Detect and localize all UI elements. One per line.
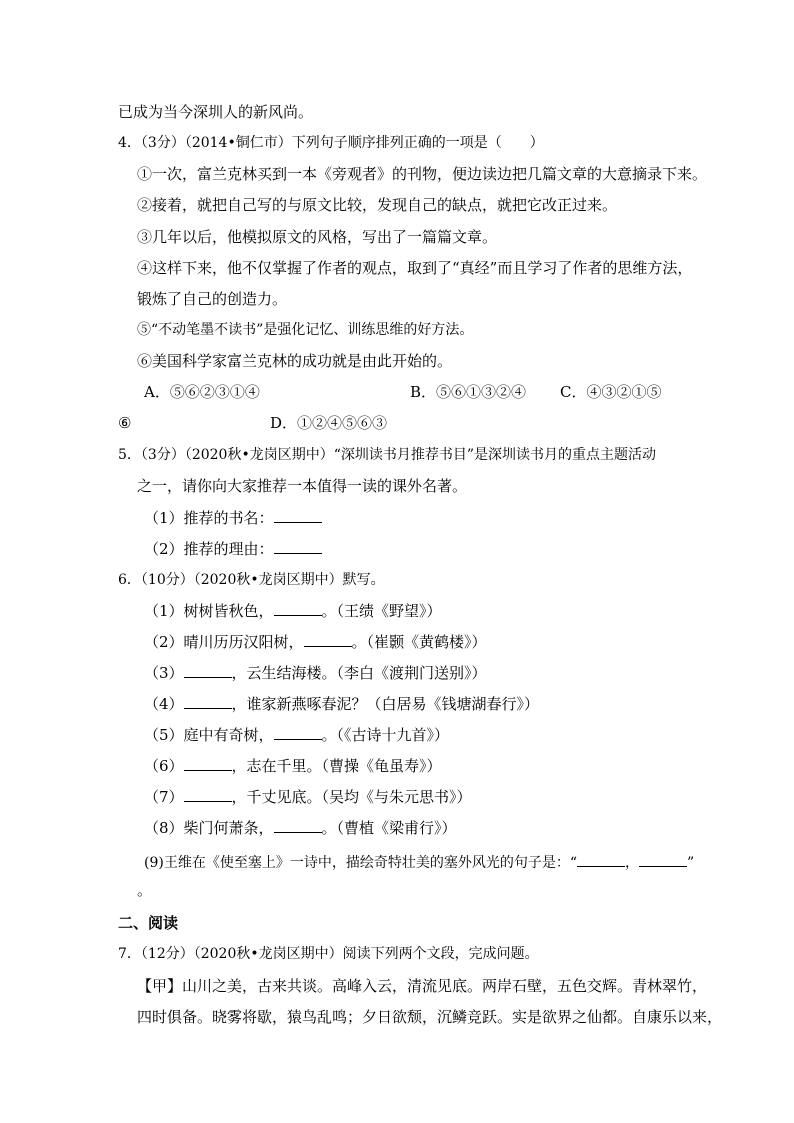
q6-item-2: （2）晴川历历汉阳树， 。（崔颢《黄鹤楼》）: [144, 633, 487, 651]
q6-item-6: （6） ，志在千里。（曹操《龟虽寿》）: [144, 757, 442, 775]
answer-blank[interactable]: [184, 663, 232, 678]
answer-blank[interactable]: [274, 725, 322, 740]
answer-blank[interactable]: [274, 508, 322, 523]
answer-blank[interactable]: [274, 601, 322, 616]
answer-blank[interactable]: [274, 539, 322, 554]
q7-passage-line-2: 四时俱备。晓雾将歇，猿鸟乱鸣；夕日欲颓，沉鳞竞跃。实是欲界之仙都。自康乐以来，: [137, 1008, 723, 1026]
q5-heading-cont: 之一，请你向大家推荐一本值得一读的课外名著。: [137, 477, 468, 495]
answer-blank[interactable]: [184, 787, 232, 802]
answer-blank[interactable]: [274, 818, 322, 833]
answer-blank[interactable]: [184, 756, 232, 771]
q6-item-8: （8）柴门何萧条， 。（曹植《梁甫行》）: [144, 819, 457, 837]
q4-sentence-6: ⑥美国科学家富兰克林的成功就是由此开始的。: [137, 352, 453, 370]
q4-sentence-3: ③几年以后，他模拟原文的风格，写出了一篇篇文章。: [137, 228, 498, 246]
q5-part-2: （2）推荐的理由：: [144, 539, 322, 559]
q6-item-5: （5）庭中有奇树， 。（《古诗十九首》）: [144, 726, 450, 744]
q6-heading: 6．（10分）（2020秋•龙岗区期中）默写。: [118, 572, 385, 588]
q4-option-d: D．①②④⑤⑥③: [270, 414, 388, 432]
q5-heading: 5．（3分）（2020秋•龙岗区期中）“深圳读书月推荐书目”是深圳读书月的重点主题活动: [118, 447, 657, 463]
q4-option-b: B．⑤⑥①③②④: [410, 383, 527, 401]
answer-blank[interactable]: [577, 852, 625, 867]
answer-blank[interactable]: [639, 852, 687, 867]
q6-item-1: （1）树树皆秋色， 。（王绩《野望》）: [144, 602, 442, 620]
q4-sentence-4: ④这样下来，他不仅掌握了作者的观点，取到了“真经”而且学习了作者的思维方法，: [137, 259, 693, 277]
q4-sentence-5: ⑤“不动笔墨不读书”是强化记忆、训练思维的好方法。: [137, 322, 474, 338]
q4-sentence-2: ②接着，就把自己写的与原文比较，发现自己的缺点，就把它改正过来。: [137, 196, 618, 214]
q4-sentence-4-cont: 锻炼了自己的创造力。: [137, 290, 288, 308]
q6-item-4: （4） ，谁家新燕啄春泥？（白居易《钱塘湖春行》）: [144, 695, 540, 713]
q5-part-1: （1）推荐的书名：: [144, 508, 322, 528]
q4-heading: 4．（3分）（2014•铜仁市）下列句子顺序排列正确的一项是（ ）: [118, 135, 544, 151]
q4-sentence-1: ①一次，富兰克林买到一本《旁观者》的刊物，便边读边把几篇文章的大意摘录下来。: [137, 165, 708, 183]
q4-option-a: A．⑤⑥②③①④: [144, 383, 260, 401]
q6-item-7: （7） ，千丈见底。（吴均《与朱元思书》）: [144, 788, 472, 806]
q6-item-3: （3） ，云生结海楼。（李白《渡荆门送别》）: [144, 664, 487, 682]
q7-heading: 7．（12分）（2020秋•龙岗区期中）阅读下列两个文段，完成问题。: [118, 946, 539, 962]
answer-blank[interactable]: [184, 694, 232, 709]
section-reading-title: 二、阅读: [118, 914, 179, 932]
q4-option-c-cont: ⑥: [118, 414, 132, 432]
q7-passage-line-1: 【甲】山川之美，古来共谈。高峰入云，清流见底。两岸石壁，五色交辉。青林翠竹，: [137, 977, 708, 995]
q6-item-9: (9)王维在《使至塞上》一诗中，描绘奇特壮美的塞外风光的句子是：“ ， ”: [144, 852, 694, 873]
intro-line: 已成为当今深圳人的新风尚。: [118, 103, 314, 121]
answer-blank[interactable]: [304, 632, 352, 647]
q6-item-9-end: 。: [137, 881, 153, 899]
q4-option-c: C．④③②①⑤: [560, 383, 662, 401]
